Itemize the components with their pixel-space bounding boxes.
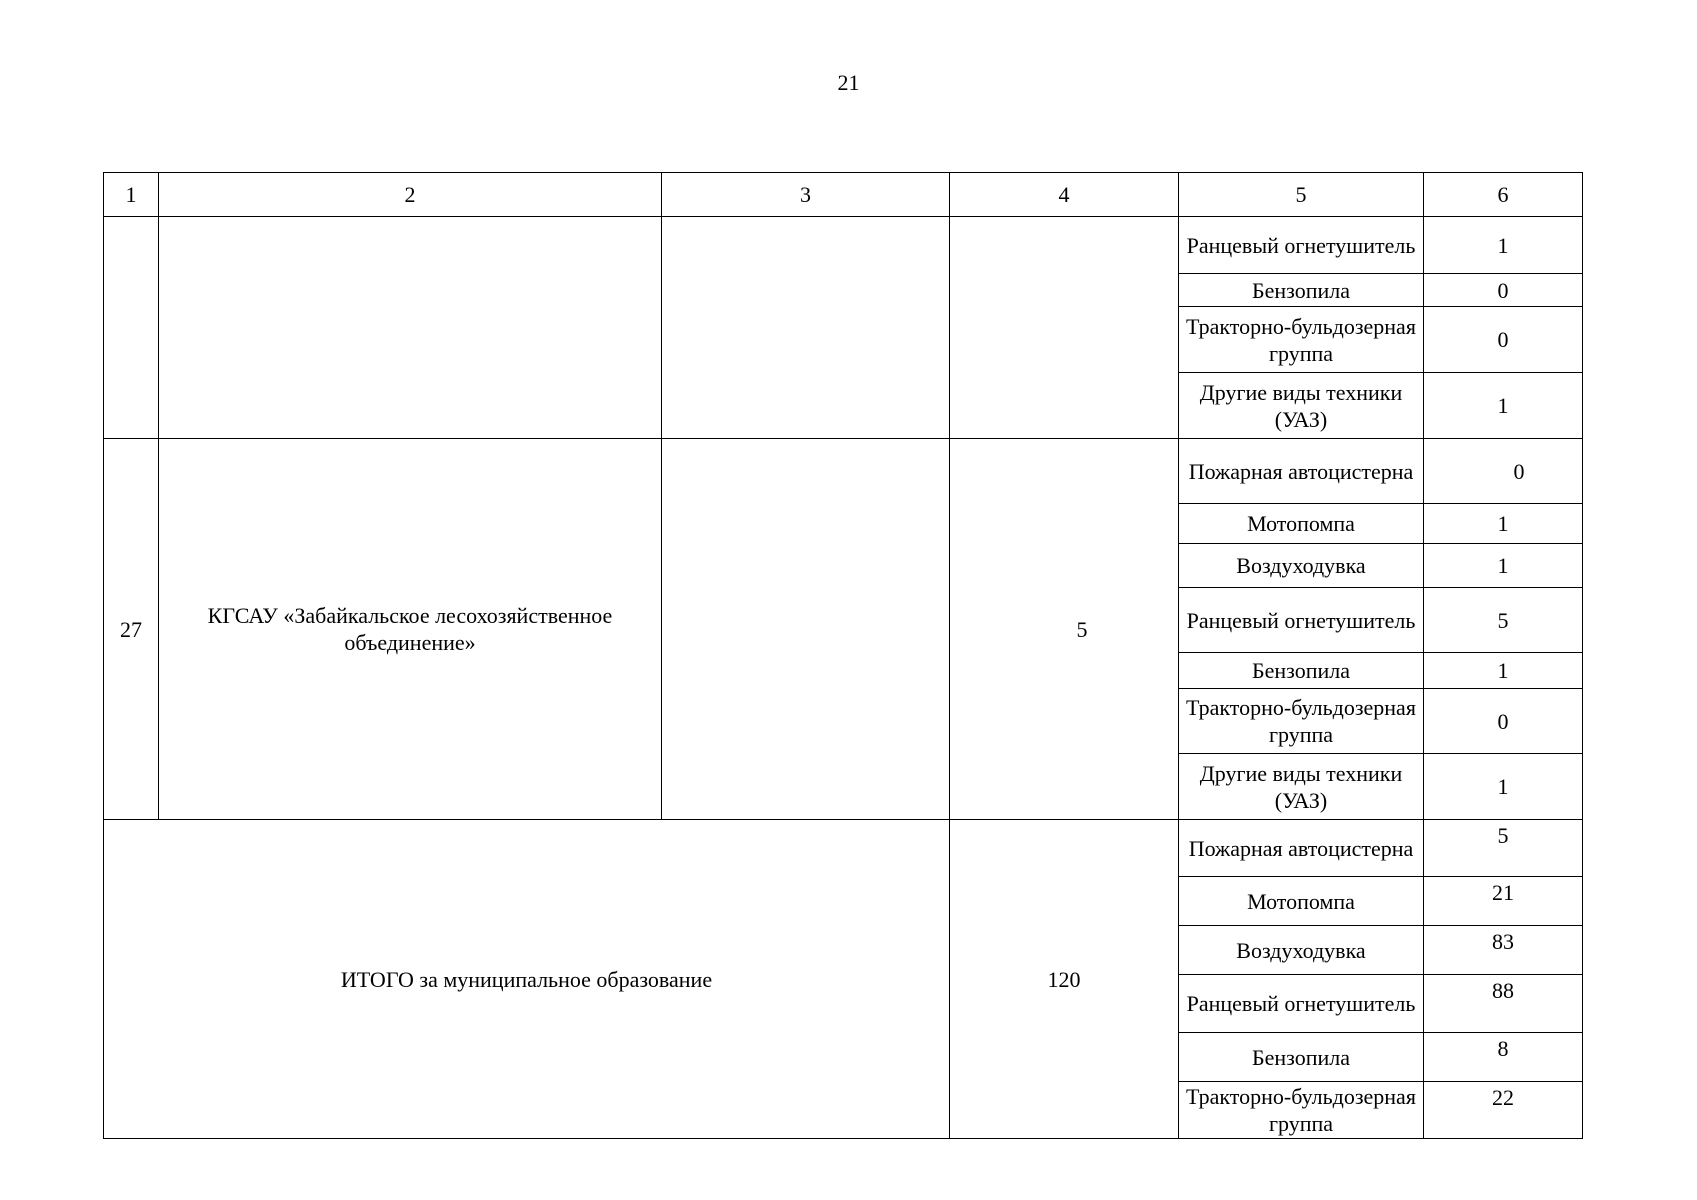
count-cell: 1 bbox=[1424, 544, 1583, 588]
equipment-cell: Бензопила bbox=[1179, 274, 1424, 307]
count-cell: 88 bbox=[1424, 975, 1583, 1033]
count-cell: 21 bbox=[1424, 877, 1583, 926]
organization-cell bbox=[159, 217, 662, 439]
column-3-cell bbox=[662, 439, 950, 820]
total-label-cell: ИТОГО за муниципальное образование bbox=[104, 820, 950, 1139]
header-cell: 1 bbox=[104, 173, 159, 217]
count-cell: 0 bbox=[1424, 439, 1583, 504]
header-cell: 4 bbox=[950, 173, 1179, 217]
header-cell: 5 bbox=[1179, 173, 1424, 217]
equipment-cell: Тракторно-бульдозерная группа bbox=[1179, 1082, 1424, 1139]
count-cell: 5 bbox=[1424, 820, 1583, 877]
count-cell: 1 bbox=[1424, 217, 1583, 274]
total-personnel-cell: 120 bbox=[950, 820, 1179, 1139]
personnel-cell: 5 bbox=[950, 439, 1179, 820]
page-number: 21 bbox=[837, 70, 860, 95]
count-cell: 1 bbox=[1424, 754, 1583, 820]
equipment-cell: Тракторно-бульдозерная группа bbox=[1179, 307, 1424, 373]
count-cell: 22 bbox=[1424, 1082, 1583, 1139]
count-cell: 8 bbox=[1424, 1033, 1583, 1082]
equipment-cell: Бензопила bbox=[1179, 1033, 1424, 1082]
header-cell: 3 bbox=[662, 173, 950, 217]
personnel-cell bbox=[950, 217, 1179, 439]
table-row bbox=[104, 439, 1583, 504]
equipment-cell: Пожарная автоцистерна bbox=[1179, 820, 1424, 877]
header-cell: 2 bbox=[159, 173, 662, 217]
equipment-cell: Ранцевый огнетушитель bbox=[1179, 975, 1424, 1033]
count-cell: 1 bbox=[1424, 373, 1583, 439]
count-cell: 0 bbox=[1424, 307, 1583, 373]
equipment-cell: Воздуходувка bbox=[1179, 544, 1424, 588]
organization-cell: КГСАУ «Забайкальское лесохозяйственное объединение» bbox=[159, 439, 662, 820]
count-cell: 0 bbox=[1424, 274, 1583, 307]
count-cell: 1 bbox=[1424, 653, 1583, 689]
equipment-cell: Другие виды техники (УАЗ) bbox=[1179, 373, 1424, 439]
equipment-cell: Тракторно-бульдозерная группа bbox=[1179, 689, 1424, 754]
equipment-cell: Мотопомпа bbox=[1179, 504, 1424, 544]
count-cell: 1 bbox=[1424, 504, 1583, 544]
equipment-cell: Другие виды техники (УАЗ) bbox=[1179, 754, 1424, 820]
equipment-cell: Бензопила bbox=[1179, 653, 1424, 689]
row-number-cell: 27 bbox=[104, 439, 159, 820]
equipment-cell: Мотопомпа bbox=[1179, 877, 1424, 926]
equipment-cell: Ранцевый огнетушитель bbox=[1179, 217, 1424, 274]
table-row bbox=[104, 217, 1583, 274]
count-cell: 5 bbox=[1424, 588, 1583, 653]
equipment-cell: Воздуходувка bbox=[1179, 926, 1424, 975]
count-cell: 83 bbox=[1424, 926, 1583, 975]
column-3-cell bbox=[662, 217, 950, 439]
count-cell: 0 bbox=[1424, 689, 1583, 754]
row-number-cell bbox=[104, 217, 159, 439]
equipment-cell: Пожарная автоцистерна bbox=[1179, 439, 1424, 504]
equipment-table bbox=[103, 172, 1583, 1139]
equipment-cell: Ранцевый огнетушитель bbox=[1179, 588, 1424, 653]
total-row bbox=[104, 820, 1583, 877]
header-cell: 6 bbox=[1424, 173, 1583, 217]
header-row bbox=[104, 173, 1583, 217]
